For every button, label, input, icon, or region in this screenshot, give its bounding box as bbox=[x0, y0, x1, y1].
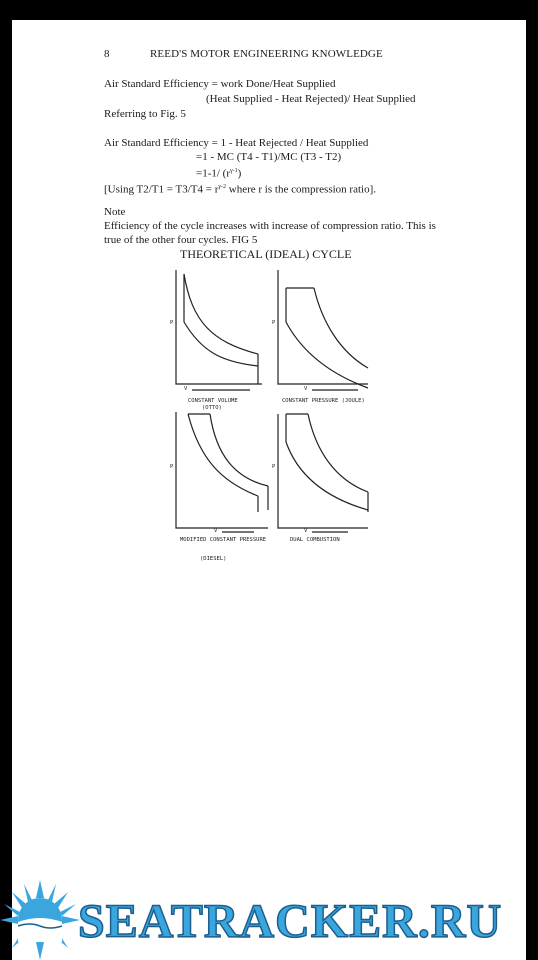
figure-reference: Referring to Fig. 5 bbox=[104, 108, 186, 120]
joule-diagram bbox=[278, 270, 368, 390]
otto-v-axis-label: V bbox=[184, 386, 188, 392]
compression-ratio-note: [Using $T2/T1 = T3/T4 = r^{\gamma-2}$ where r is the compression ratio]. bbox=[104, 183, 376, 196]
dual-caption: DUAL COMBUSTION bbox=[290, 537, 340, 542]
efficiency-equation: Air Standard Efficiency = work Done/Heat Supplied bbox=[104, 78, 336, 90]
note-text-line-2: true of the other four cycles. FIG 5 bbox=[104, 234, 258, 246]
cycle-diagrams-figure bbox=[162, 262, 372, 542]
book-title: REED'S MOTOR ENGINEERING KNOWLEDGE bbox=[150, 48, 383, 60]
otto-caption: CONSTANT VOLUME bbox=[188, 398, 238, 404]
efficiency-derivation-line-3: =1-1/ $(r^{\gamma-1})$ bbox=[196, 167, 242, 180]
joule-p-axis-label: P bbox=[272, 320, 276, 326]
dual-p-axis-label: P bbox=[272, 464, 276, 470]
efficiency-derivation-line-2: =1 - MC (T4 - T1)/MC (T3 - T2) bbox=[196, 151, 342, 163]
otto-caption-sub: (OTTO) bbox=[202, 405, 222, 411]
otto-p-axis-label: P bbox=[170, 320, 174, 326]
efficiency-derivation-line-1: Air Standard Efficiency = 1 - Heat Rejected / Heat Supplied bbox=[104, 137, 369, 149]
figure-title: THEORETICAL (IDEAL) CYCLE bbox=[180, 247, 352, 261]
diesel-p-axis-label: P bbox=[170, 464, 174, 470]
note-heading: Note bbox=[104, 206, 126, 218]
sun-burst-icon bbox=[0, 880, 80, 960]
dual-combustion-diagram bbox=[278, 414, 368, 532]
note-text-line-1: Efficiency of the cycle increases with increase of compression ratio. This is bbox=[104, 220, 436, 232]
diesel-caption-sub: (DIESEL) bbox=[200, 556, 227, 562]
joule-caption: CONSTANT PRESSURE (JOULE) bbox=[282, 398, 365, 404]
diesel-caption: MODIFIED CONSTANT PRESSURE bbox=[180, 537, 267, 542]
cycle-diagrams-svg bbox=[162, 262, 372, 542]
page-number: 8 bbox=[104, 48, 110, 60]
diesel-diagram bbox=[176, 412, 268, 532]
diesel-v-axis-label: V bbox=[214, 528, 218, 534]
otto-diagram bbox=[176, 270, 262, 390]
dual-v-axis-label: V bbox=[304, 528, 308, 534]
watermark-text: SEATRACKER.RU bbox=[78, 895, 503, 948]
joule-v-axis-label: V bbox=[304, 386, 308, 392]
efficiency-equation-continued: (Heat Supplied - Heat Rejected)/ Heat Supplied bbox=[206, 93, 416, 105]
